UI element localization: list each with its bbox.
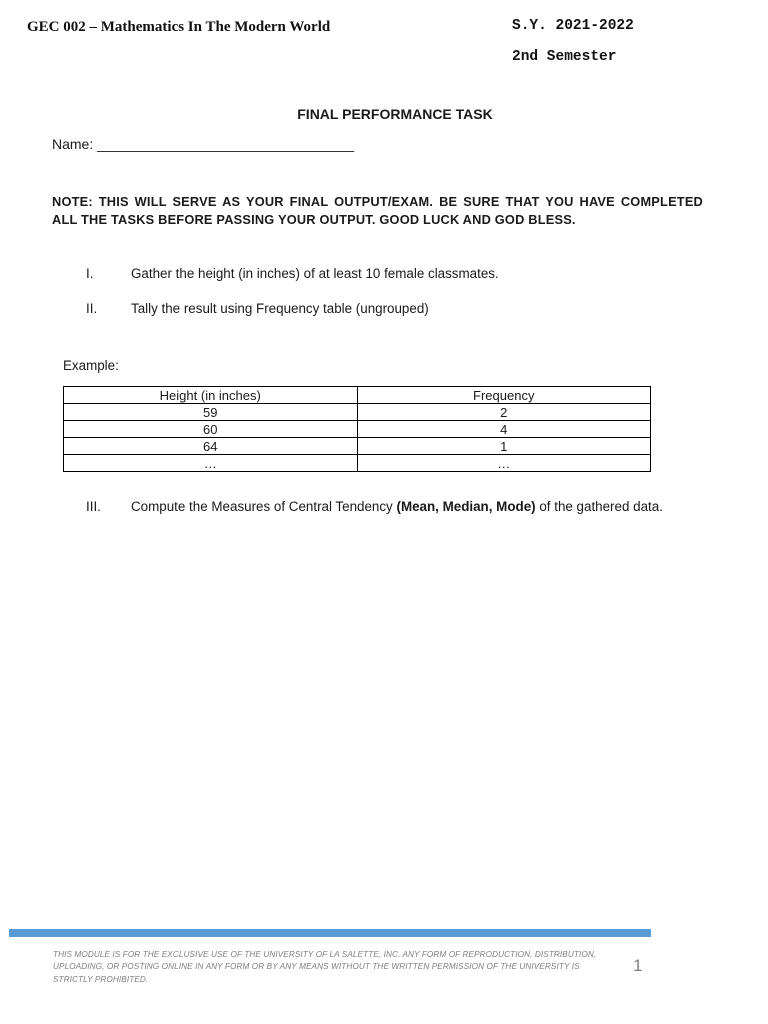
table-row (64, 404, 651, 421)
semester: 2nd Semester (512, 49, 617, 65)
table-cell: 64 (64, 438, 358, 455)
page-title: FINAL PERFORMANCE TASK (297, 106, 493, 122)
table-cell: 59 (64, 404, 358, 421)
table-cell: … (64, 455, 358, 472)
frequency-table (63, 386, 651, 472)
column-header-frequency: Frequency (357, 387, 651, 404)
task-number: III. (86, 499, 101, 514)
task-text: Tally the result using Frequency table (ungrouped) (131, 301, 429, 316)
table-row (64, 438, 651, 455)
table-cell: 2 (357, 404, 651, 421)
table-row (64, 455, 651, 472)
course-title: GEC 002 – Mathematics In The Modern World (27, 19, 331, 35)
task-text-bold: (Mean, Median, Mode) (396, 499, 536, 514)
note-paragraph: NOTE: THIS WILL SERVE AS YOUR FINAL OUTPUT/EXAM. BE SURE THAT YOU HAVE COMPLETED ALL THE TASKS BEFORE PASSING YOUR OUTPUT. GOOD LUCK AND GOD BLESS. (52, 194, 703, 227)
name-line: Name: _________________________________ (52, 136, 355, 152)
task-text: Gather the height (in inches) of at least 10 female classmates. (131, 266, 499, 281)
table-cell: … (357, 455, 651, 472)
footer-divider-bar (9, 929, 651, 937)
table-cell: 1 (357, 438, 651, 455)
column-header-height: Height (in inches) (64, 387, 358, 404)
page-number: 1 (633, 956, 643, 975)
task-number: I. (86, 266, 94, 281)
table-cell: 4 (357, 421, 651, 438)
task-number: II. (86, 301, 98, 316)
task-text (131, 499, 663, 514)
school-year: S.Y. 2021-2022 (512, 18, 634, 34)
task-text-plain-end: of the gathered data. (535, 499, 663, 514)
table-row (64, 421, 651, 438)
table-cell: 60 (64, 421, 358, 438)
task-text-plain: Compute the Measures of Central Tendency (131, 499, 397, 514)
footer-disclaimer: THIS MODULE IS FOR THE EXCLUSIVE USE OF THE UNIVERSITY OF LA SALETTE, INC. ANY FORM OF REPRODUCTION, DISTRIBUTION, UPLOADING, OR POSTING ONLINE IN ANY FORM OR BY ANY MEANS WITHOUT THE WRITTEN PERMISSION OF THE UNIVERSITY IS STRICTLY PROHIBITED. (53, 950, 597, 984)
table-header-row (64, 387, 651, 404)
example-label: Example: (63, 358, 119, 373)
